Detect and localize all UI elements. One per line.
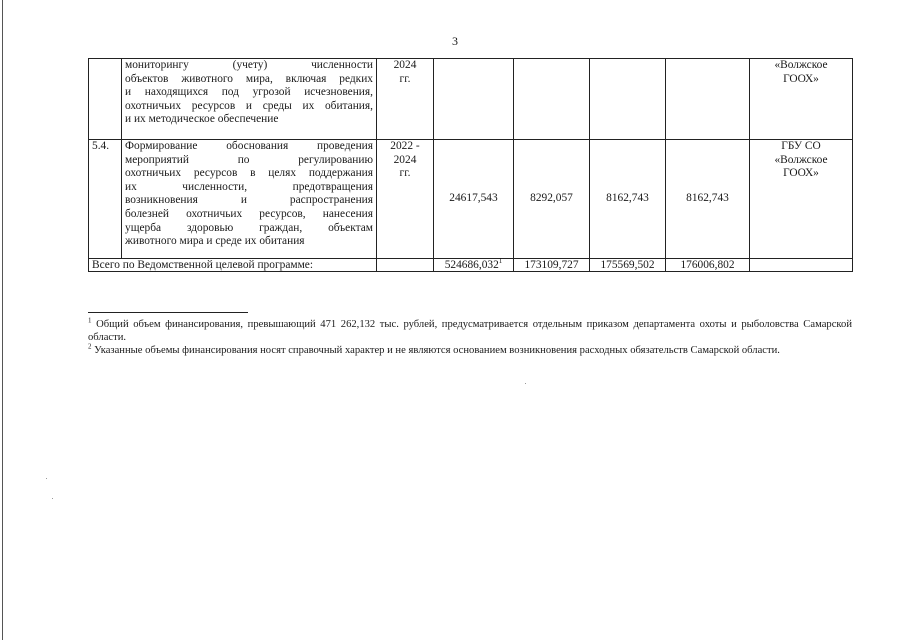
footnote-separator — [88, 312, 248, 313]
page-number: 3 — [452, 34, 458, 48]
total-executor-empty — [750, 259, 853, 272]
total-amount-2022: 173109,727 — [514, 259, 590, 272]
amount-2023: 8162,743 — [590, 140, 666, 259]
executor-line: «Волжское — [774, 59, 828, 71]
measure-name-line: мероприятий по регулированию — [125, 153, 373, 166]
measure-name — [122, 140, 377, 259]
period-line: 2024 — [393, 59, 417, 71]
amount-2022 — [514, 59, 590, 140]
executor-line: ГООХ» — [783, 72, 819, 85]
row-number: 5.4. — [89, 140, 122, 259]
scan-speck — [52, 498, 53, 499]
footnote — [88, 344, 852, 357]
table-row — [89, 140, 853, 259]
executor-line: «Волжское — [774, 153, 828, 166]
footnote — [88, 318, 852, 344]
executor — [750, 140, 853, 259]
period — [377, 140, 434, 259]
executor-line: ГБУ СО — [781, 140, 821, 152]
row-number — [89, 59, 122, 140]
scan-speck — [46, 478, 47, 479]
period-line: 2022 - — [390, 140, 420, 152]
table-row — [89, 59, 853, 140]
measure-name-line: ущерба здоровью граждан, объектам — [125, 221, 373, 234]
measure-name-line: объектов животного мира, включая редких — [125, 72, 373, 85]
measure-name-line: животного мира и среде их обитания — [125, 235, 305, 248]
measure-name-line: возникновения и распространения — [125, 194, 373, 207]
footnote-mark: 1 — [498, 257, 503, 266]
executor — [750, 59, 853, 140]
amount-total: 24617,543 — [434, 140, 514, 259]
measure-name-line: охотничьих ресурсов и среды их обитания, — [125, 99, 373, 112]
footnote-mark: 1 — [88, 316, 92, 325]
measure-name-line: и находящихся под угрозой исчезновения, — [125, 86, 373, 99]
executor-line: ГООХ» — [783, 167, 819, 180]
measure-name — [122, 59, 377, 140]
footnote-text: Указанные объемы финансирования носят справочный характер и не являются основанием возникновения расходных обязательств Самарской области. — [91, 345, 780, 356]
footnote-text: Общий объем финансирования, превышающий 471 262,132 тыс. рублей, предусматривается отдельным приказом департамента охоты и рыболовства Самарской области. — [88, 319, 852, 343]
measure-name-line: их численности, предотвращения — [125, 180, 373, 193]
total-amount — [434, 259, 514, 272]
total-amount-2024: 176006,802 — [666, 259, 750, 272]
amount-total — [434, 59, 514, 140]
total-row — [89, 259, 853, 272]
program-table — [88, 58, 853, 272]
scan-speck — [525, 383, 526, 384]
total-period-empty — [377, 259, 434, 272]
footnotes — [88, 318, 852, 357]
measure-name-line: болезней охотничьих ресурсов, нанесения — [125, 207, 373, 220]
measure-name-line: охотничьих ресурсов в целях поддержания — [125, 167, 373, 180]
total-amount-value: 524686,032 — [444, 259, 499, 271]
measure-name-line: мониторингу (учету) численности — [125, 59, 373, 71]
footnote-mark: 2 — [88, 342, 92, 351]
total-label: Всего по Ведомственной целевой программе: — [89, 259, 377, 272]
measure-name-line: и их методическое обеспечение — [125, 113, 279, 126]
scan-edge-line — [2, 0, 3, 640]
period-line: гг. — [399, 72, 411, 85]
amount-2024 — [666, 59, 750, 140]
period-line: гг. — [399, 167, 411, 180]
total-amount-2023: 175569,502 — [590, 259, 666, 272]
amount-2023 — [590, 59, 666, 140]
period — [377, 59, 434, 140]
amount-2022: 8292,057 — [514, 140, 590, 259]
measure-name-line: Формирование обоснования проведения — [125, 140, 373, 152]
amount-2024: 8162,743 — [666, 140, 750, 259]
period-line: 2024 — [393, 153, 417, 166]
